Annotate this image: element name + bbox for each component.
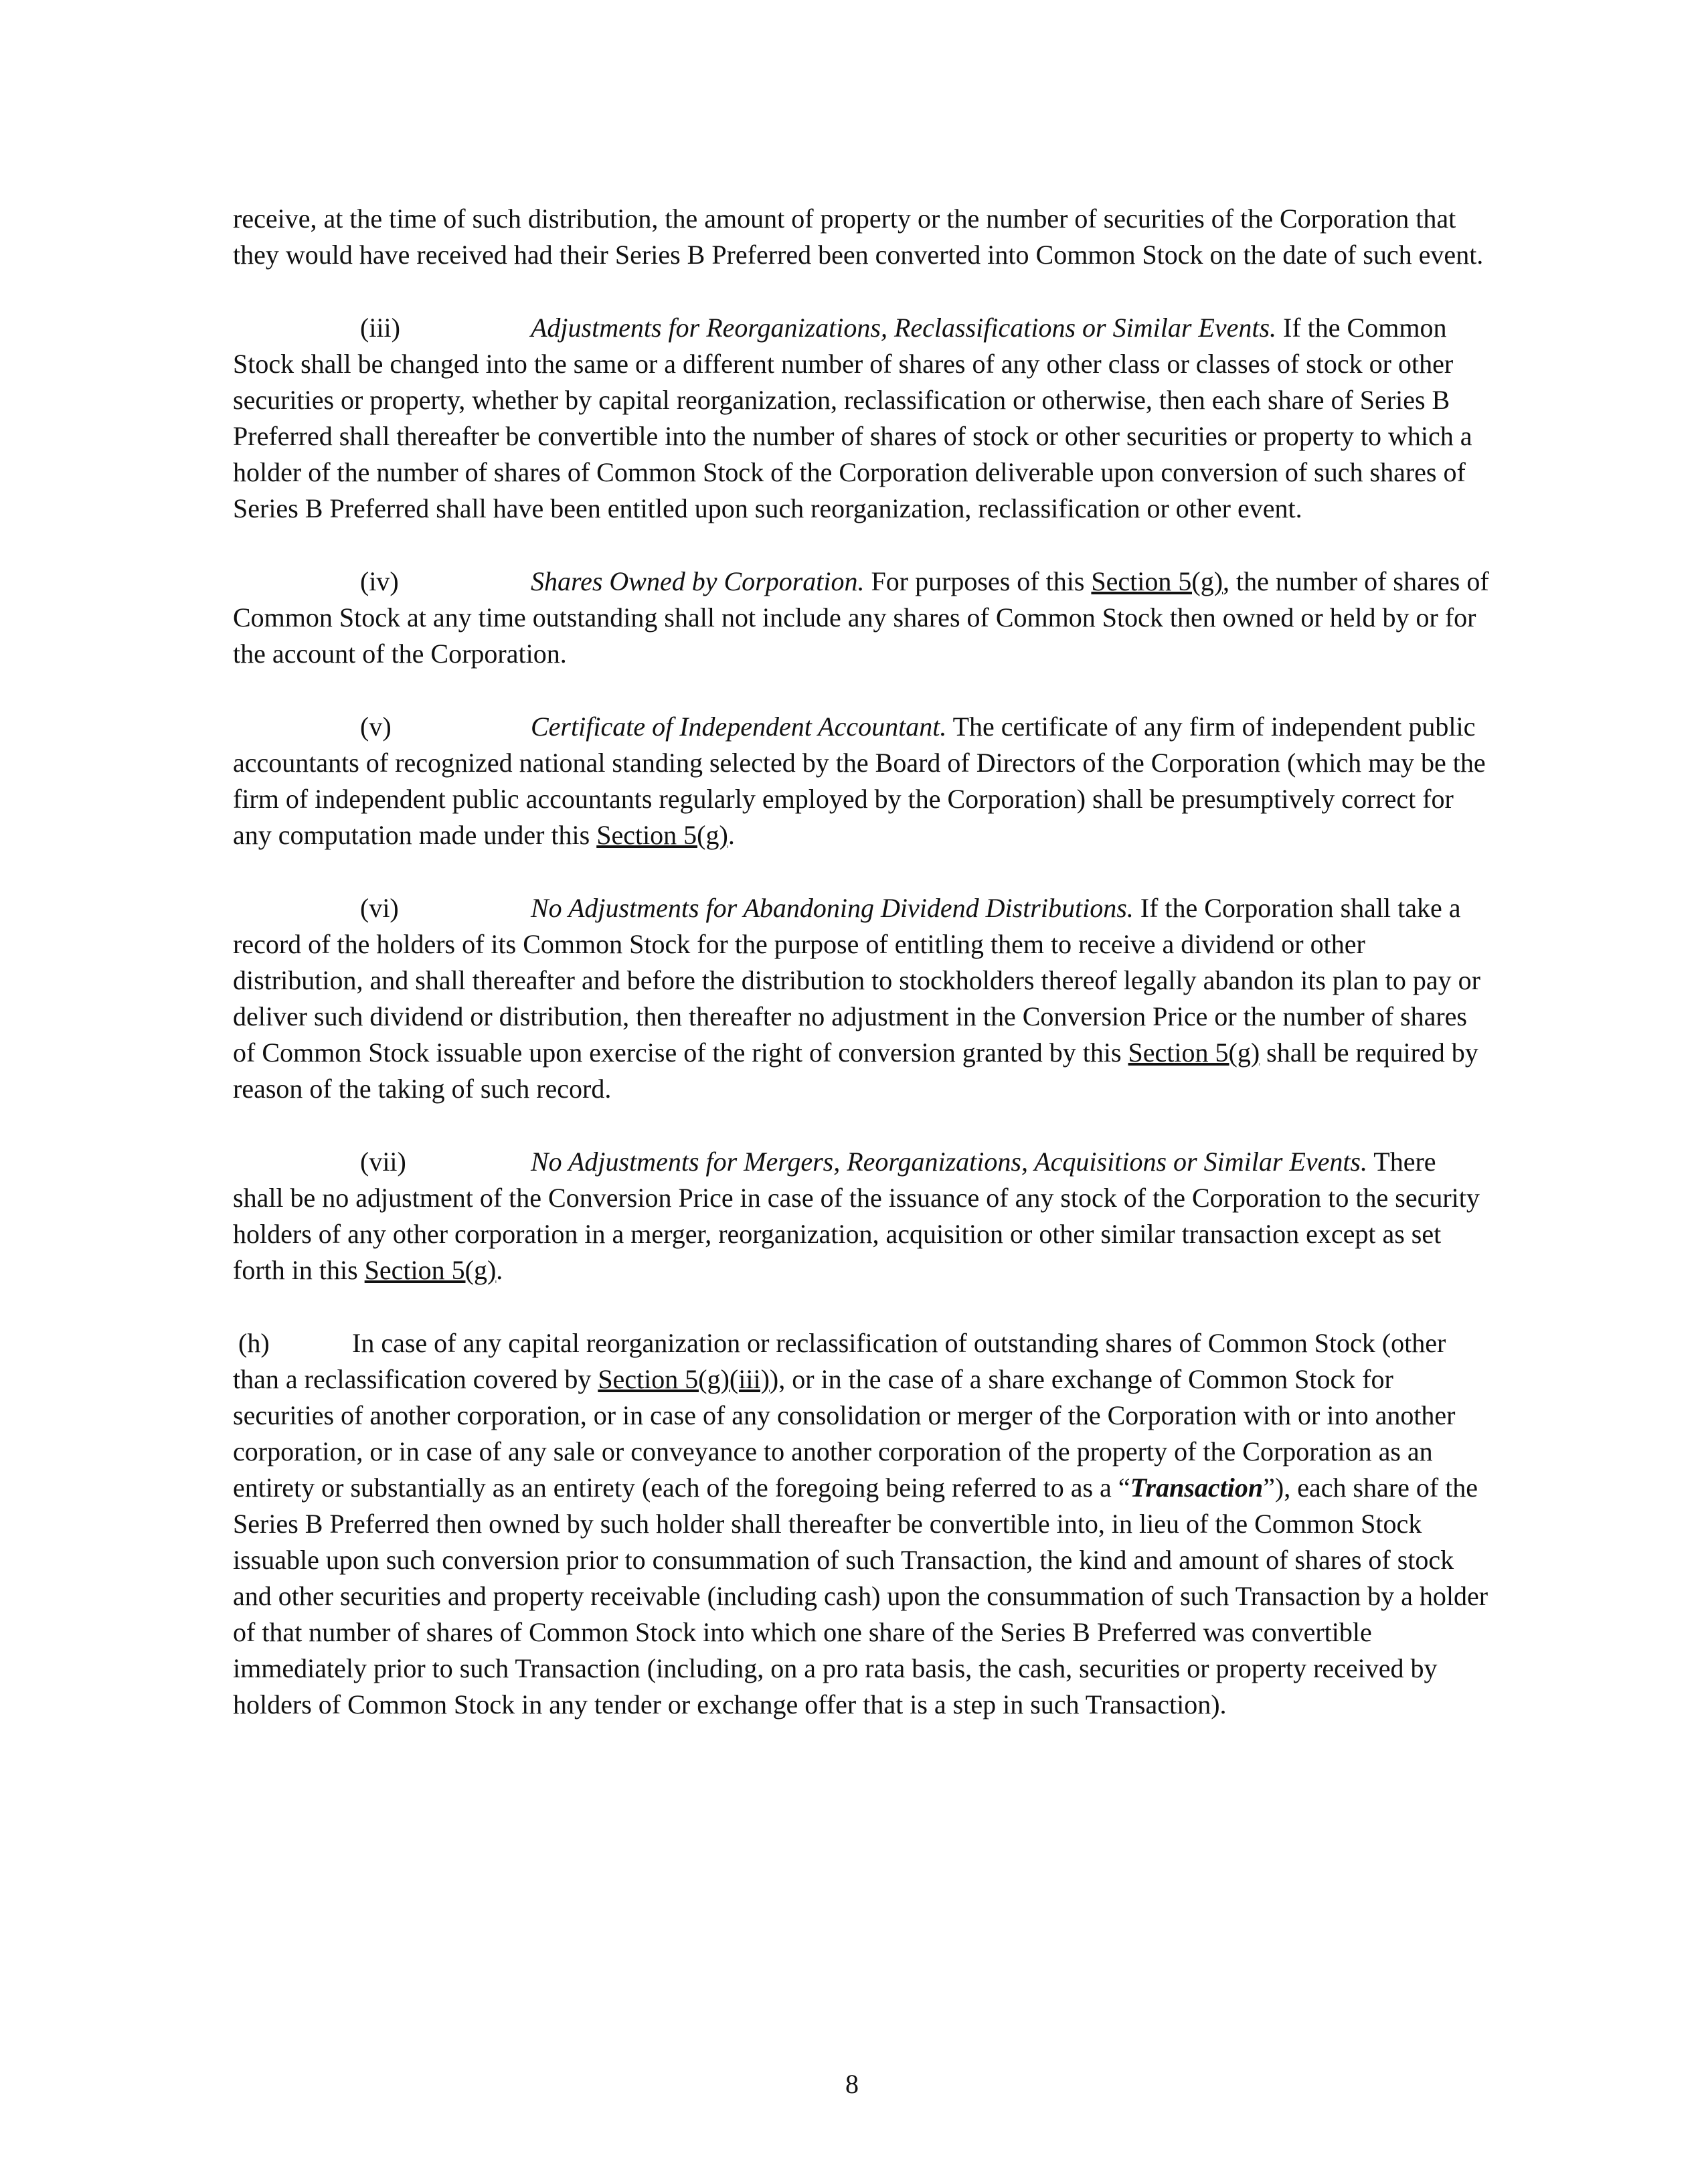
section-reference: Section 5(g)(iii) [598,1364,770,1394]
paragraph-iii [233,310,1491,527]
clause-heading: No Adjustments for Abandoning Dividend Distributions. [531,893,1134,923]
paragraph-text: If the Corporation shall take a record of the holders of its Common Stock for the purpose of entitling them to receive a dividend or other distribution, and shall thereafter and before the distribution to stockholders thereof legally abandon its plan to pay or deliver such dividend or distribution, then thereafter no adjustment in the Conversion Price or the number of shares of Common Stock issuable upon exercise of the right of conversion granted by this [233,893,1480,1068]
page-number: 8 [845,2069,859,2099]
paragraph-vi [233,890,1491,1107]
section-reference: Section 5(g) [596,820,728,850]
paragraph-text: There shall be no adjustment of the Conversion Price in case of the issuance of any stock of the Corporation to the security holders of any other corporation in a merger, reorganization, acquisition or other similar transaction except as set forth in this [233,1147,1480,1285]
paragraph-text: . [728,820,735,850]
paragraph-text: For purposes of this [864,566,1092,596]
clause-heading: Adjustments for Reorganizations, Reclassifications or Similar Events. [531,313,1277,343]
clause-number: (vi) [360,893,399,923]
paragraph-vii [233,1144,1491,1288]
section-reference: Section 5(g) [1091,566,1223,596]
paragraph-iv [233,564,1491,672]
clause-heading: Certificate of Independent Accountant. [531,711,947,742]
section-reference: Section 5(g) [364,1255,497,1285]
paragraph-text: If the Common Stock shall be changed into the same or a different number of shares of any other class or classes of stock or other securities or property, whether by capital reorganization, reclassification or otherwise, then each share of Series B Preferred shall thereafter be convertible into the number of shares of stock or other securities or property to which a holder of the number of shares of Common Stock of the Corporation deliverable upon conversion of such shares of Series B Preferred shall have been entitled upon such reorganization, reclassification or other event. [233,313,1472,523]
clause-number: (iv) [360,566,399,596]
paragraph-text: . [496,1255,503,1285]
clause-heading: Shares Owned by Corporation. [531,566,865,596]
clause-number: (v) [360,711,392,742]
paragraph-text: , the number of shares of Common Stock at any time outstanding shall not include any shares of Common Stock then owned or held by or for the account of the Corporation. [233,566,1489,669]
paragraph-text: receive, at the time of such distribution, the amount of property or the number of securities of the Corporation that they would have received had their Series B Preferred been converted into Common Stock on the date of such event. [233,203,1484,270]
paragraph-h [233,1325,1491,1723]
paragraph-text: shall be required by reason of the taking of such record. [233,1037,1478,1104]
paragraph-v [233,709,1491,853]
paragraph-text: The certificate of any firm of independent public accountants of recognized national standing selected by the Board of Directors of the Corporation (which may be the firm of independent public accountants regularly employed by the Corporation) shall be presumptively correct for any computation made under this [233,711,1486,850]
clause-heading: No Adjustments for Mergers, Reorganizations, Acquisitions or Similar Events. [531,1147,1367,1177]
clause-number: (vii) [360,1147,406,1177]
defined-term: Transaction [1130,1473,1264,1503]
paragraph-text: ”), each share of the Series B Preferred then owned by such holder shall thereafter be convertible into, in lieu of the Common Stock issuable upon such conversion prior to consummation of such Transaction, the kind and amount of shares of stock and other securities and property receivable (including cash) upon the consummation of such Transaction by a holder of that number of shares of Common Stock into which one share of the Series B Preferred was convertible immediately prior to such Transaction (including, on a pro rata basis, the cash, securities or property received by holders of Common Stock in any tender or exchange offer that is a step in such Transaction). [233,1473,1488,1719]
clause-number: (h) [238,1328,270,1358]
section-reference: Section 5(g) [1128,1037,1260,1068]
document-page [233,201,1491,1760]
paragraph-continuation [233,201,1491,273]
paragraph-text: In case of any capital reorganization or reclassification of outstanding shares of Common Stock (other than a reclassification covered by [233,1328,1446,1394]
paragraph-text: ), or in the case of a share exchange of Common Stock for securities of another corporation, or in case of any consolidation or merger of the Corporation with or into another corporation, or in case of any sale or conveyance to another corporation of the property of the Corporation as an entirety or substantially as an entirety (each of the foregoing being referred to as a “ [233,1364,1456,1503]
clause-number: (iii) [360,313,400,343]
